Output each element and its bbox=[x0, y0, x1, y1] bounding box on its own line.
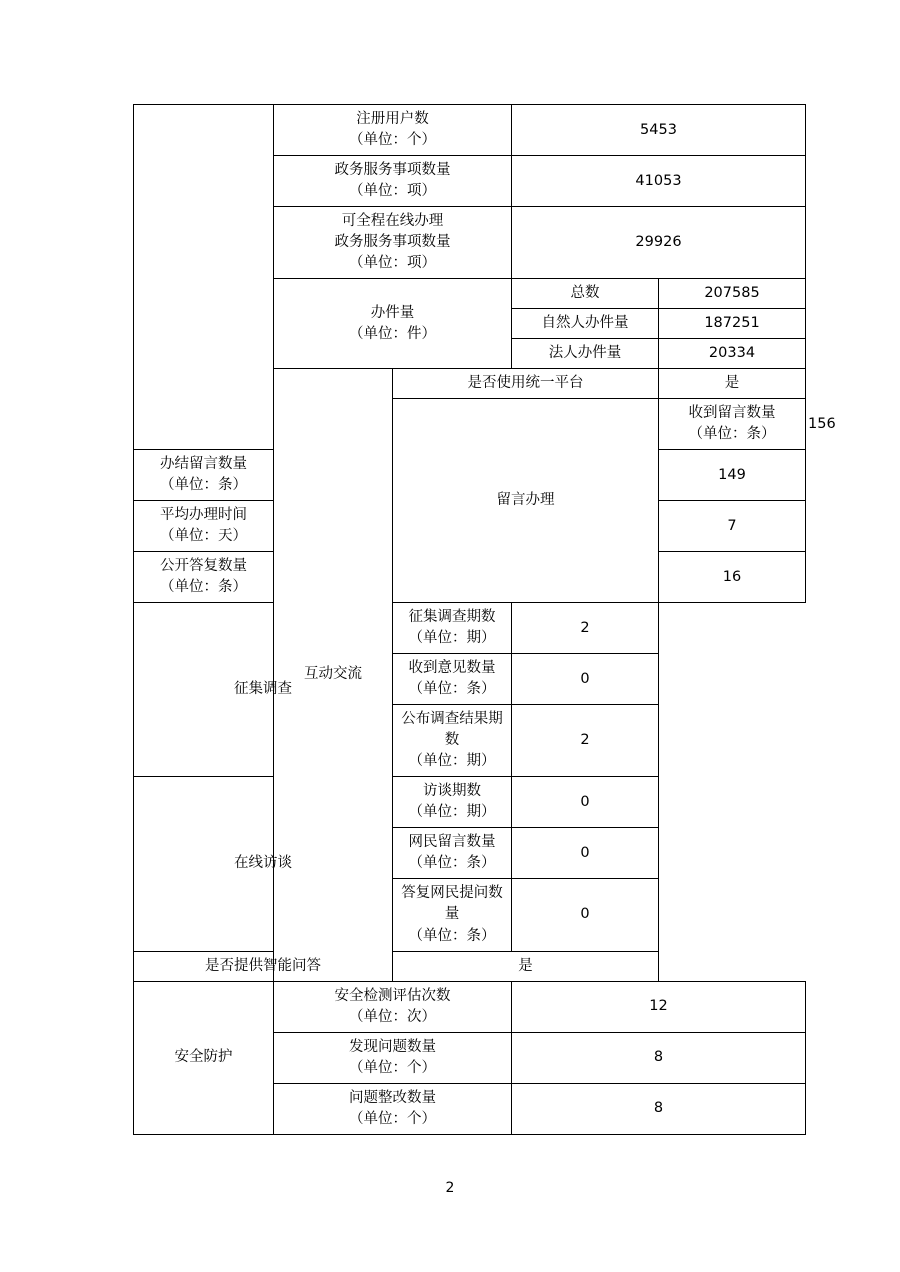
value-issues-rectified: 8 bbox=[512, 1083, 806, 1134]
table-row: 留言办理 收到留言数量 （单位：条） 156 bbox=[134, 399, 806, 450]
item-registered-users: 注册用户数 （单位：个） bbox=[274, 105, 512, 156]
page-number: 2 bbox=[445, 1180, 455, 1196]
item-issues-rectified: 问题整改数量 （单位：个） bbox=[274, 1083, 512, 1134]
item-security-assessments: 安全检测评估次数 （单位：次） bbox=[274, 981, 512, 1032]
sub-label-survey-sessions: 征集调查期数 （单位：期） bbox=[393, 603, 512, 654]
sub-label-natural-person: 自然人办件量 bbox=[512, 309, 659, 339]
value-interview-sessions: 0 bbox=[512, 777, 659, 828]
value-natural-person: 187251 bbox=[659, 309, 806, 339]
table-row bbox=[134, 777, 806, 828]
item-message-handling: 留言办理 bbox=[393, 399, 659, 603]
item-transaction-volume: 办件量 （单位：件） bbox=[274, 279, 512, 369]
value-published-results: 2 bbox=[512, 705, 659, 777]
sub-label-netizen-replies: 答复网民提问数量 （单位：条） bbox=[393, 879, 512, 951]
value-service-matters-count: 41053 bbox=[512, 156, 806, 207]
table-row bbox=[134, 105, 806, 156]
value-netizen-messages: 0 bbox=[512, 828, 659, 879]
item-service-matters-count: 政务服务事项数量 （单位：项） bbox=[274, 156, 512, 207]
value-full-online-service-matters: 29926 bbox=[512, 207, 806, 279]
sub-label-messages-received: 收到留言数量 （单位：条） bbox=[659, 399, 806, 450]
item-unified-platform: 是否使用统一平台 bbox=[393, 369, 659, 399]
sub-label-published-results: 公布调查结果期数 （单位：期） bbox=[393, 705, 512, 777]
item-issues-found: 发现问题数量 （单位：个） bbox=[274, 1032, 512, 1083]
value-public-replies: 16 bbox=[659, 552, 806, 603]
item-online-interview: 在线访谈 bbox=[134, 777, 393, 951]
report-table-wrapper bbox=[133, 104, 836, 1135]
category-cell-top bbox=[134, 105, 274, 450]
item-full-online-service-matters: 可全程在线办理 政务服务事项数量 （单位：项） bbox=[274, 207, 512, 279]
value-survey-sessions: 2 bbox=[512, 603, 659, 654]
sub-label-messages-completed: 办结留言数量 （单位：条） bbox=[134, 450, 274, 501]
value-unified-platform: 是 bbox=[659, 369, 806, 399]
item-survey: 征集调查 bbox=[134, 603, 393, 777]
value-total: 207585 bbox=[659, 279, 806, 309]
sub-label-netizen-messages: 网民留言数量 （单位：条） bbox=[393, 828, 512, 879]
category-security: 安全防护 bbox=[134, 981, 274, 1134]
value-netizen-replies: 0 bbox=[512, 879, 659, 951]
value-security-assessments: 12 bbox=[512, 981, 806, 1032]
table-row bbox=[134, 981, 806, 1032]
sub-label-interview-sessions: 访谈期数 （单位：期） bbox=[393, 777, 512, 828]
value-registered-users: 5453 bbox=[512, 105, 806, 156]
sub-label-legal-person: 法人办件量 bbox=[512, 339, 659, 369]
category-interaction: 互动交流 bbox=[274, 369, 393, 981]
value-smart-qa: 是 bbox=[393, 951, 659, 981]
item-smart-qa: 是否提供智能问答 bbox=[134, 951, 393, 981]
value-opinions-received: 0 bbox=[512, 654, 659, 705]
sub-label-public-replies: 公开答复数量 （单位：条） bbox=[134, 552, 274, 603]
value-average-handling-time: 7 bbox=[659, 501, 806, 552]
value-legal-person: 20334 bbox=[659, 339, 806, 369]
value-issues-found: 8 bbox=[512, 1032, 806, 1083]
sub-label-average-handling-time: 平均办理时间 （单位：天） bbox=[134, 501, 274, 552]
table-row bbox=[134, 951, 806, 981]
sub-label-opinions-received: 收到意见数量 （单位：条） bbox=[393, 654, 512, 705]
sub-label-total: 总数 bbox=[512, 279, 659, 309]
table-row bbox=[134, 603, 806, 654]
government-service-statistics-table bbox=[133, 104, 836, 1135]
value-messages-completed: 149 bbox=[659, 450, 806, 501]
